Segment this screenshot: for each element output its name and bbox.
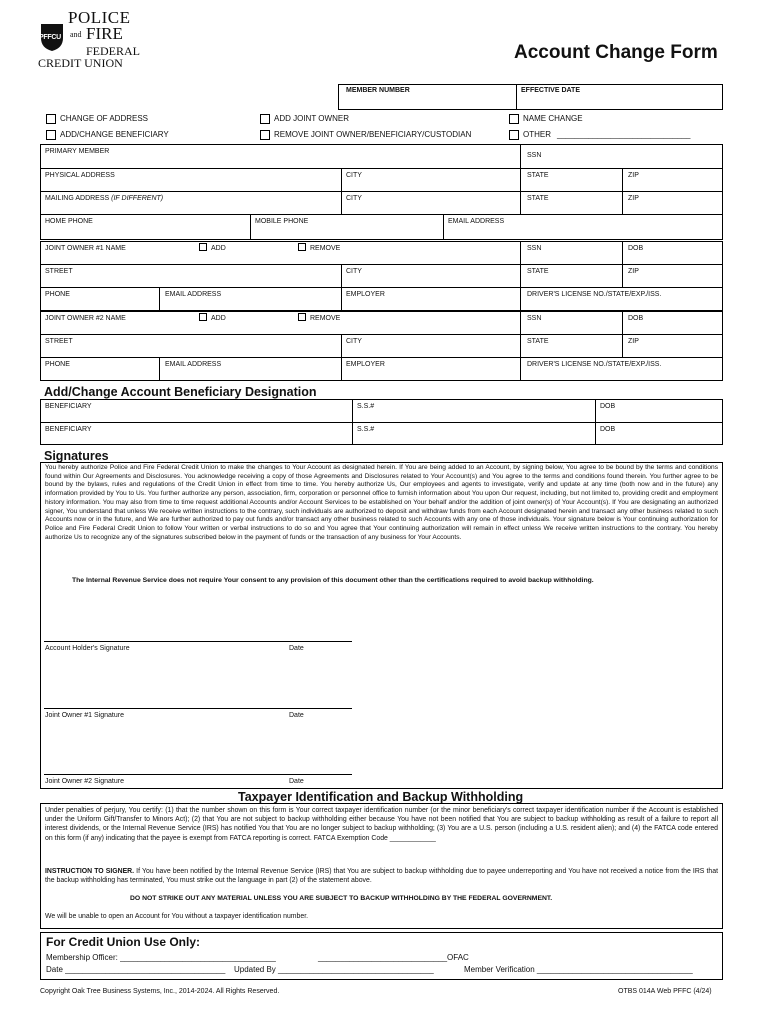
beneficiary-2-ss-label: S.S.# bbox=[357, 426, 375, 433]
effective-date-label: EFFECTIVE DATE bbox=[521, 87, 580, 94]
unable-to-open-note: We will be unable to open an Account for You without a taxpayer identification number. bbox=[45, 913, 309, 920]
joint2-street-label: STREET bbox=[45, 338, 73, 345]
joint2-remove-label: REMOVE bbox=[310, 315, 341, 322]
joint1-name-label: JOINT OWNER #1 NAME bbox=[45, 245, 126, 252]
joint-owner-2-signature-label: Joint Owner #2 Signature bbox=[45, 778, 124, 785]
joint1-zip-label: ZIP bbox=[628, 268, 639, 275]
signatures-heading: Signatures bbox=[44, 449, 109, 463]
ofac-field[interactable]: _____________________________OFAC bbox=[318, 953, 469, 962]
joint2-city-label: CITY bbox=[346, 338, 362, 345]
member-number-label: MEMBER NUMBER bbox=[346, 87, 410, 94]
joint1-phone-label: PHONE bbox=[45, 291, 70, 298]
joint2-add-label: ADD bbox=[211, 315, 226, 322]
add-joint-owner-checkbox[interactable] bbox=[260, 114, 270, 124]
joint2-employer-label: EMPLOYER bbox=[346, 361, 385, 368]
taxpayer-certification-text: Under penalties of perjury, You certify: (1) that the number shown on this form is Your correct taxpayer identification number (or the minor beneficiary's correct taxpayer identification number if the Account is established under the Uniform Gift/Transfer to Minors Act); (2) that You are not subject to backup withholding either because You have not been notified that You are subject to backup withholding as result of a failure to report all interest dividends, or the Internal Revenue Service (IRS) has notified You that You are no longer subject to backup withholding; (3) You are a U.S. person (including a U.S. resident alien); and (4) the FATCA code entered on this form (if any) indicating that the payee is exempt from FATCA reporting is correct. FATCA Exemption Code ____________ bbox=[45, 807, 718, 842]
instruction-to-signer-body: If You have been notified by the Internal Revenue Service (IRS) that You are subject to backup withholding due to payee underreporting and You have not received a notice from the IRS that the backup withholding has terminated, You must strike out the language in part (2) of the statement above. bbox=[45, 868, 718, 885]
joint1-email-label: EMAIL ADDRESS bbox=[165, 291, 222, 298]
joint2-add-checkbox[interactable] bbox=[199, 313, 207, 321]
add-change-beneficiary-checkbox[interactable] bbox=[46, 130, 56, 140]
joint2-phone-label: PHONE bbox=[45, 361, 70, 368]
joint2-dob-label: DOB bbox=[628, 315, 644, 322]
primary-email-label: EMAIL ADDRESS bbox=[448, 218, 505, 225]
joint1-remove-checkbox[interactable] bbox=[298, 243, 306, 251]
joint-owner-2-section bbox=[40, 311, 723, 381]
joint-owner-1-section bbox=[40, 241, 723, 311]
joint2-remove-checkbox[interactable] bbox=[298, 313, 306, 321]
joint-owner-2-date-label: Date bbox=[289, 778, 304, 785]
name-change-checkbox[interactable] bbox=[509, 114, 519, 124]
mobile-phone-label: MOBILE PHONE bbox=[255, 218, 309, 225]
logo-credit-union: CREDIT UNION bbox=[38, 56, 123, 70]
other-input[interactable]: ______________________________ bbox=[557, 130, 691, 139]
joint2-name-label: JOINT OWNER #2 NAME bbox=[45, 315, 126, 322]
change-of-address-label: CHANGE OF ADDRESS bbox=[60, 114, 149, 123]
name-change-label: NAME CHANGE bbox=[523, 114, 583, 123]
joint1-ssn-label: SSN bbox=[527, 245, 542, 252]
joint2-license-label: DRIVER'S LICENSE NO./STATE/EXP./ISS. bbox=[527, 361, 662, 368]
joint2-email-label: EMAIL ADDRESS bbox=[165, 361, 222, 368]
cu-date-field[interactable]: Date ____________________________________ bbox=[46, 965, 226, 974]
add-joint-owner-label: ADD JOINT OWNER bbox=[274, 114, 349, 123]
logo-fire: FIRE bbox=[86, 24, 123, 43]
form-id-footer: OTBS 014A Web PFFC (4/24) bbox=[618, 988, 712, 995]
joint1-license-label: DRIVER'S LICENSE NO./STATE/EXP./ISS. bbox=[527, 291, 662, 298]
joint1-add-label: ADD bbox=[211, 245, 226, 252]
mailing-address-text: MAILING ADDRESS bbox=[45, 195, 110, 202]
form-title: Account Change Form bbox=[514, 42, 718, 63]
joint1-remove-label: REMOVE bbox=[310, 245, 341, 252]
primary-member-label: PRIMARY MEMBER bbox=[45, 148, 110, 155]
membership-officer-field[interactable]: Membership Officer: ___________________________________ bbox=[46, 953, 276, 962]
joint-owner-1-date-label: Date bbox=[289, 712, 304, 719]
remove-joint-owner-label: REMOVE JOINT OWNER/BENEFICIARY/CUSTODIAN bbox=[274, 130, 472, 139]
physical-zip-label: ZIP bbox=[628, 172, 639, 179]
other-checkbox[interactable] bbox=[509, 130, 519, 140]
signatures-agreement-text: You hereby authorize Police and Fire Federal Credit Union to make the changes to Your Account as designated herein. If You are being added to an Account, by signing below, You agree to be bound by the terms and conditions found within Our Agreements and Disclosures. You acknowledge receiving a copy of those Agreements and Disclosures related to Your Account(s) and You agree to the terms and conditions found therein. You further agree to be bound by the bylaws, rules and regulations of the Credit Union in effect from time to time. You hereby authorize Us, Our employees and agents to investigate, verify and update at any time (both now and in the future) any information provided by You to Us. You further authorize any person, association, firm, corporation or personnel office to furnish information about You upon Our request, including, but not limited to, providing credit and employment history information. You may also from time to time request additional Accounts and/or Account Services to be established on Your behalf and/or the addition of joint owner(s) of Your Account(s). If You are designating an authorized signer, You understand that unless We receive written instructions to the contrary, such individuals are authorized to deposit and withdraw funds from each Account designated herein and transact any other business related to such Accounts now or in the future, and We are further authorized to pay out funds and/or transact any other business related to such Accounts with any one of those individuals. Your signature below is Your continuing authorization for Police and Fire Federal Credit Union to follow Your written or verbal instructions to do so and You agree that Your continuing authorization will remain in effect unless We receive written instructions to the contrary. You hereby authorize Us to recognize any of the signatures subscribed below in the payment of funds or the transaction of any business for Your Accounts. bbox=[45, 464, 718, 541]
member-number-field[interactable] bbox=[339, 96, 515, 109]
joint1-employer-label: EMPLOYER bbox=[346, 291, 385, 298]
joint-owner-2-signature-field[interactable] bbox=[44, 753, 352, 773]
do-not-strike-warning: DO NOT STRIKE OUT ANY MATERIAL UNLESS YOU ARE SUBJECT TO BACKUP WITHHOLDING BY THE FEDERAL GOVERNMENT. bbox=[130, 895, 553, 902]
joint1-city-label: CITY bbox=[346, 268, 362, 275]
change-of-address-checkbox[interactable] bbox=[46, 114, 56, 124]
irs-consent-note: The Internal Revenue Service does not require Your consent to any provision of this document other than the certifications required to avoid backup withholding. bbox=[72, 577, 594, 584]
instruction-to-signer-label: INSTRUCTION TO SIGNER. bbox=[45, 868, 135, 875]
physical-city-label: CITY bbox=[346, 172, 362, 179]
copyright-footer: Copyright Oak Tree Business Systems, Inc., 2014-2024. All Rights Reserved. bbox=[40, 988, 280, 995]
mailing-address-label bbox=[45, 195, 163, 202]
logo-and: and bbox=[70, 30, 82, 39]
mailing-state-label: STATE bbox=[527, 195, 549, 202]
add-change-beneficiary-label: ADD/CHANGE BENEFICIARY bbox=[60, 130, 169, 139]
joint1-dob-label: DOB bbox=[628, 245, 644, 252]
logo-federal: FEDERAL bbox=[86, 44, 140, 58]
logo-badge-text: PFFCU bbox=[39, 34, 61, 41]
joint1-add-checkbox[interactable] bbox=[199, 243, 207, 251]
joint1-state-label: STATE bbox=[527, 268, 549, 275]
home-phone-label: HOME PHONE bbox=[45, 218, 93, 225]
effective-date-field[interactable] bbox=[517, 96, 722, 109]
mailing-city-label: CITY bbox=[346, 195, 362, 202]
joint1-street-label: STREET bbox=[45, 268, 73, 275]
primary-member-section bbox=[40, 144, 723, 240]
if-different-text: (IF DIFFERENT) bbox=[111, 195, 164, 202]
other-label: OTHER bbox=[523, 130, 551, 139]
account-holder-signature-field[interactable] bbox=[44, 620, 352, 640]
beneficiary-1-ss-label: S.S.# bbox=[357, 403, 375, 410]
credit-union-use-heading: For Credit Union Use Only: bbox=[46, 935, 201, 949]
logo bbox=[38, 8, 138, 70]
beneficiary-2-label: BENEFICIARY bbox=[45, 426, 92, 433]
account-holder-date-label: Date bbox=[289, 645, 304, 652]
primary-ssn-label: SSN bbox=[527, 152, 542, 159]
account-holder-signature-label: Account Holder's Signature bbox=[45, 645, 130, 652]
beneficiary-heading: Add/Change Account Beneficiary Designation bbox=[44, 385, 317, 399]
joint-owner-1-signature-field[interactable] bbox=[44, 687, 352, 707]
instruction-to-signer-text bbox=[45, 867, 718, 885]
beneficiary-1-dob-label: DOB bbox=[600, 403, 616, 410]
remove-joint-owner-checkbox[interactable] bbox=[260, 130, 270, 140]
joint2-zip-label: ZIP bbox=[628, 338, 639, 345]
updated-by-field[interactable]: Updated By ___________________________________ bbox=[234, 965, 434, 974]
logo-police: POLICE bbox=[68, 8, 131, 27]
joint-owner-1-signature-label: Joint Owner #1 Signature bbox=[45, 712, 124, 719]
mailing-zip-label: ZIP bbox=[628, 195, 639, 202]
physical-state-label: STATE bbox=[527, 172, 549, 179]
physical-address-label: PHYSICAL ADDRESS bbox=[45, 172, 115, 179]
member-verification-field[interactable]: Member Verification ___________________________________ bbox=[464, 965, 693, 974]
joint2-state-label: STATE bbox=[527, 338, 549, 345]
joint2-ssn-label: SSN bbox=[527, 315, 542, 322]
beneficiary-2-dob-label: DOB bbox=[600, 426, 616, 433]
beneficiary-1-label: BENEFICIARY bbox=[45, 403, 92, 410]
taxpayer-heading: Taxpayer Identification and Backup Withholding bbox=[238, 790, 524, 804]
